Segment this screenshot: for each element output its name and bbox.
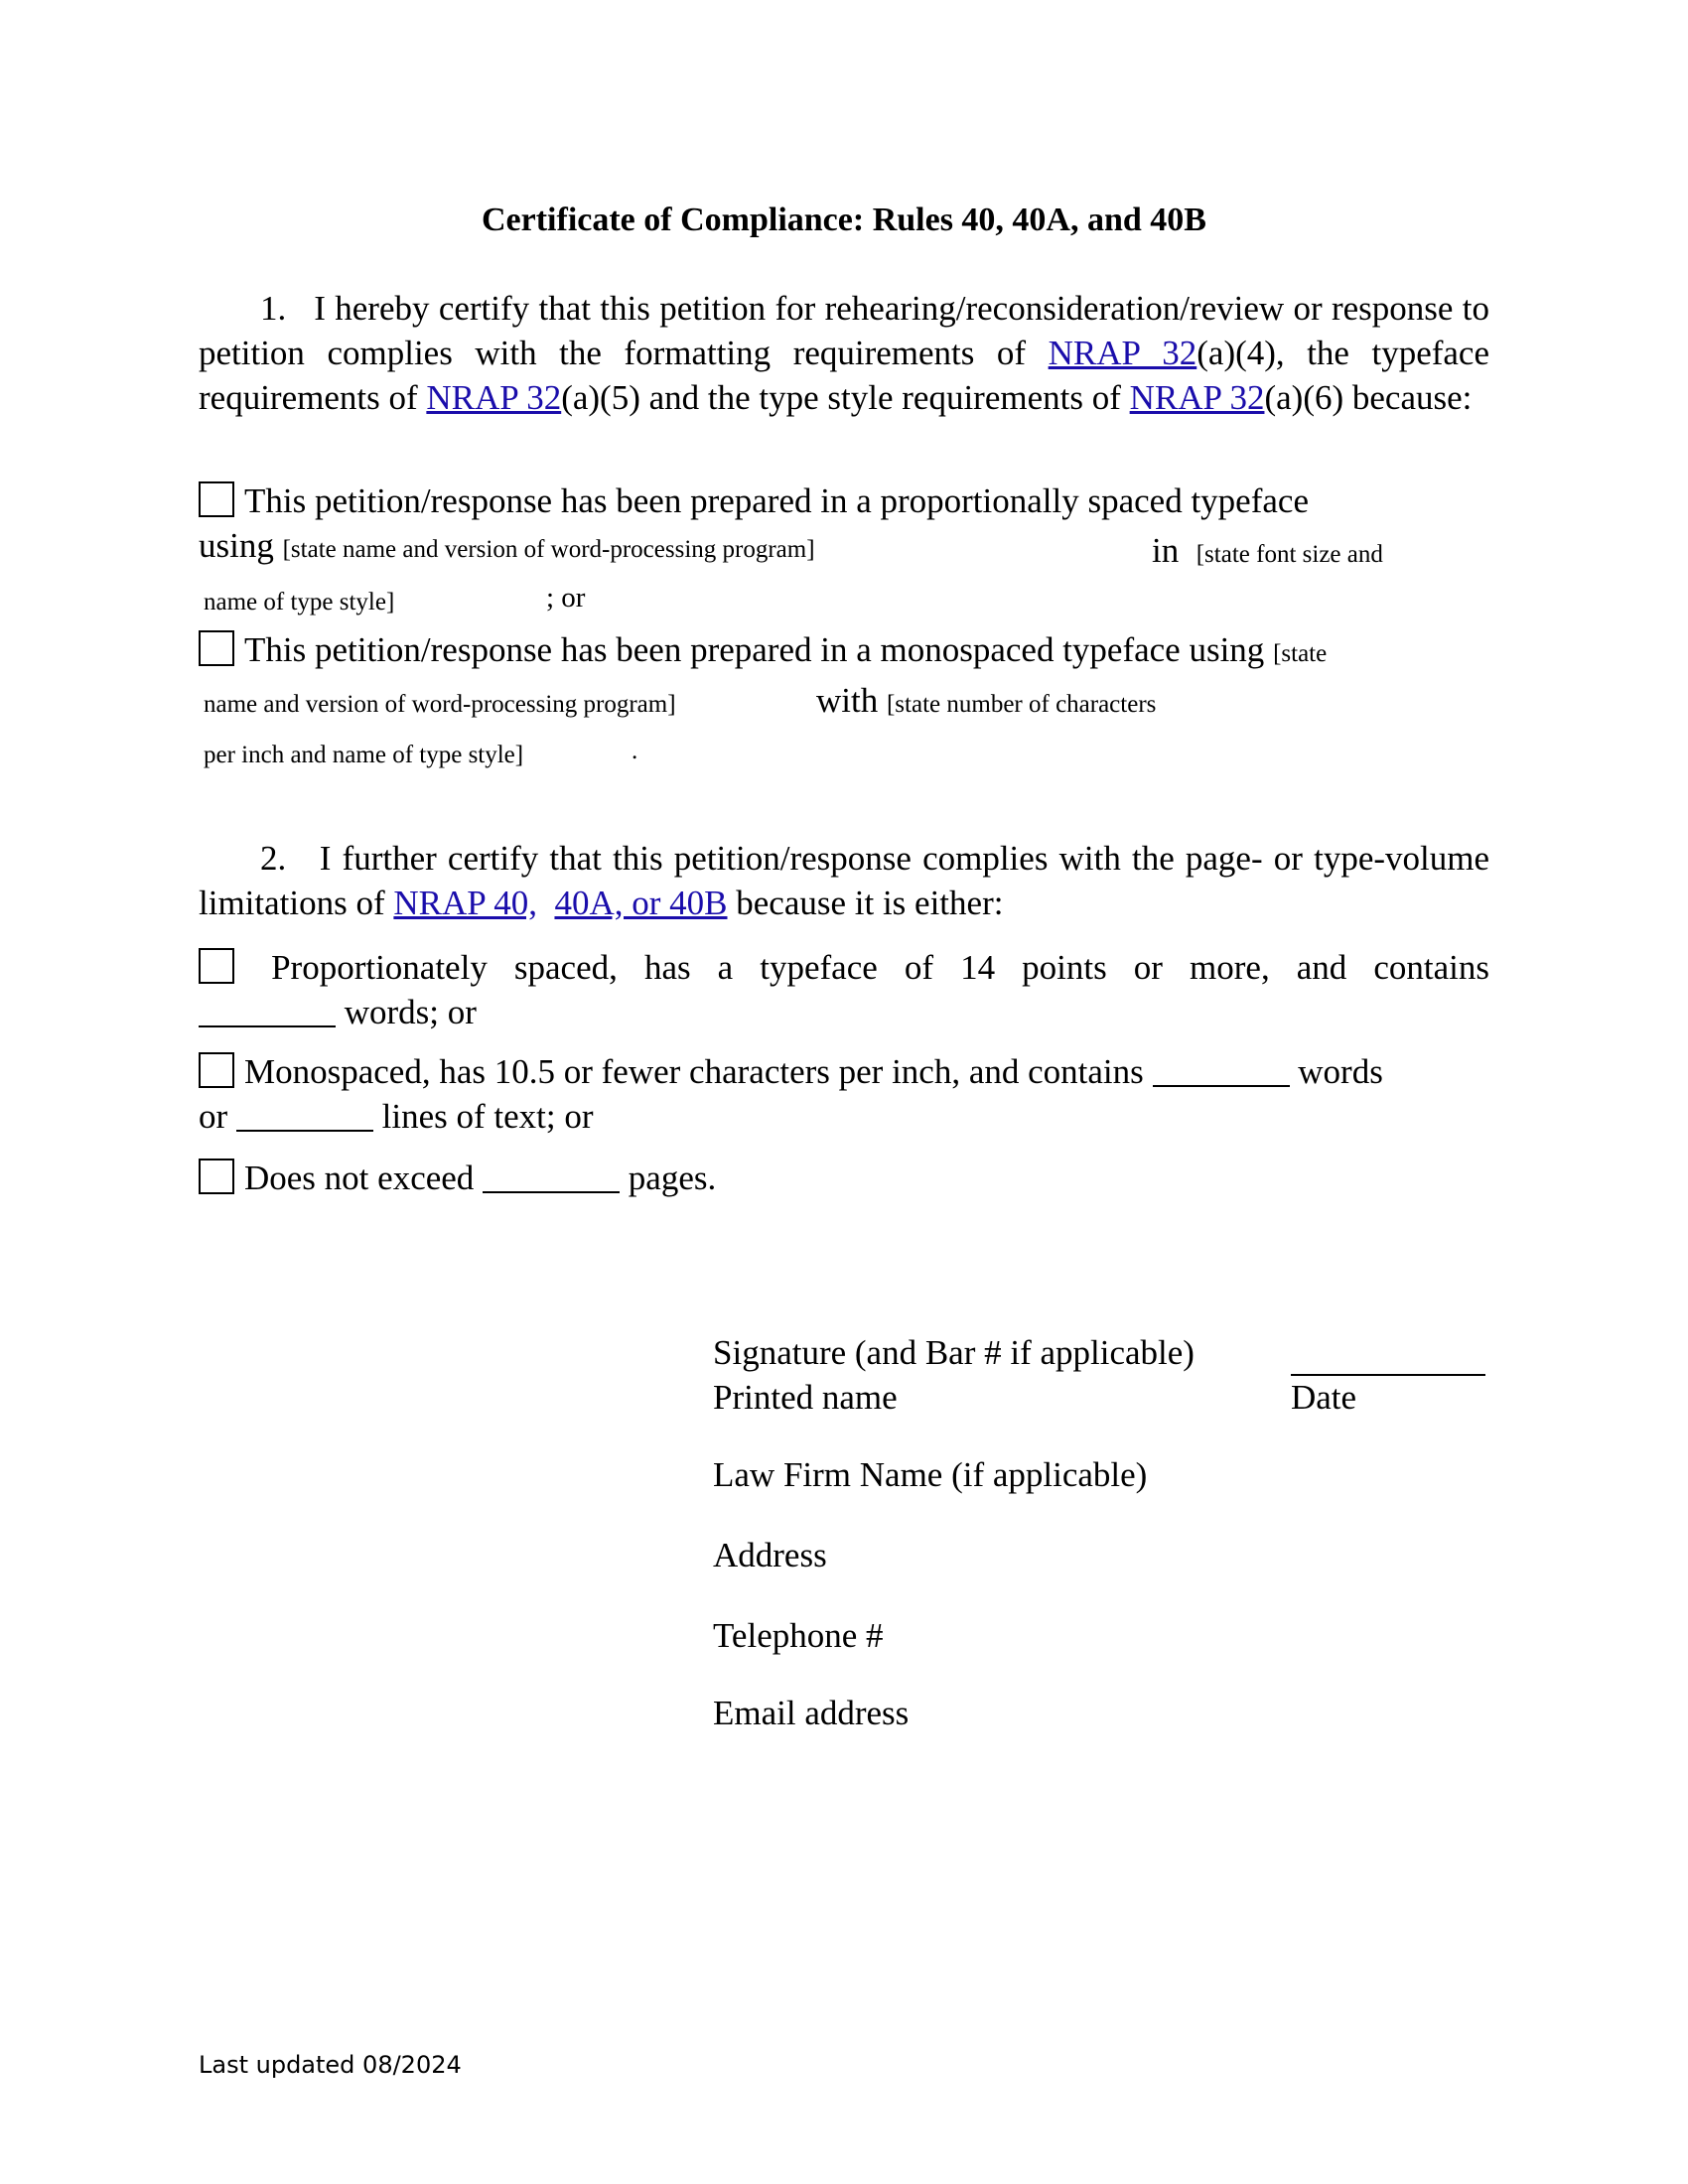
nrap-32-link-3[interactable]: NRAP 32 (1129, 378, 1265, 417)
printed-name-label: Printed name (713, 1378, 898, 1417)
mono-type-style-placeholder: per inch and name of type style] (204, 742, 524, 768)
word-count-option-line2 (199, 990, 1489, 1034)
section2-paragraph (199, 836, 1489, 925)
word-count-blank[interactable] (199, 996, 336, 1027)
monospaced-period: . (632, 738, 638, 764)
monospaced-limit-line2 (199, 1094, 1489, 1139)
word-count-option-text: Proportionately spaced, has a typeface of 14 points or more, and contains (271, 948, 1490, 987)
email-label: Email address (713, 1694, 910, 1732)
words-or-label: words; or (344, 993, 477, 1031)
proportionately-spaced-checkbox[interactable] (199, 948, 234, 984)
lines-of-text-blank[interactable] (236, 1100, 373, 1132)
mono-word-count-blank[interactable] (1153, 1055, 1290, 1087)
section2-text-1: I further certify that this petition/response complies with the page- or type-volume limitations of (199, 839, 1489, 922)
using-label: using (199, 526, 274, 565)
address-label: Address (713, 1536, 827, 1574)
proportional-in-line (1152, 528, 1383, 577)
mono-program-placeholder: name and version of word-processing program] (204, 691, 676, 718)
state-placeholder: [state (1273, 640, 1328, 667)
nrap-32-link-2[interactable]: NRAP 32 (426, 378, 562, 417)
page-count-blank[interactable] (483, 1161, 620, 1193)
with-label: with (816, 681, 879, 720)
proportional-option-line1 (199, 478, 1489, 523)
monospaced-limit-text: Monospaced, has 10.5 or fewer characters per inch, and contains (244, 1052, 1144, 1091)
section2-number: 2. (260, 839, 287, 878)
section2-text-2: because it is either: (736, 884, 1004, 922)
lines-of-text-label: lines of text; or (381, 1097, 594, 1136)
nrap-32-link-1[interactable]: NRAP 32 (1048, 334, 1197, 372)
nrap-40-link[interactable]: NRAP 40, (393, 884, 537, 922)
last-updated-footer: Last updated 08/2024 (199, 2051, 462, 2079)
monospaced-with-line (816, 678, 1156, 727)
monospaced-option-line1 (199, 627, 1489, 676)
section1-paragraph (199, 286, 1489, 420)
page-title: Certificate of Compliance: Rules 40, 40A, and 40B (482, 202, 1206, 238)
proportional-typeface-checkbox[interactable] (199, 481, 234, 517)
signature-label: Signature (and Bar # if applicable) (713, 1333, 1195, 1372)
section1-text-3: (a)(5) and the type style requirements of (561, 378, 1121, 417)
monospaced-limit-line1 (199, 1049, 1489, 1094)
page-limit-line (199, 1156, 1489, 1200)
section1-text-1: I hereby certify that this petition for rehearing/reconsideration/review or response to petition complies with the formatting requirements of (199, 289, 1490, 372)
type-style-placeholder: name of type style] (204, 589, 395, 615)
word-count-option-line1 (199, 945, 1489, 990)
pages-label: pages. (628, 1159, 717, 1197)
monospaced-limit-checkbox[interactable] (199, 1052, 234, 1088)
monospaced-option-text: This petition/response has been prepared in a monospaced typeface using (244, 630, 1265, 669)
program-placeholder: [state name and version of word-processing program] (282, 536, 815, 563)
or-label: or (199, 1097, 228, 1136)
proportional-or: ; or (546, 582, 586, 614)
monospaced-typeface-checkbox[interactable] (199, 630, 234, 666)
font-size-placeholder: [state font size and (1196, 541, 1383, 568)
date-label: Date (1291, 1378, 1357, 1417)
telephone-label: Telephone # (713, 1616, 884, 1655)
does-not-exceed-label: Does not exceed (244, 1159, 475, 1197)
chars-per-inch-placeholder: [state number of characters (886, 691, 1157, 718)
law-firm-label: Law Firm Name (if applicable) (713, 1455, 1148, 1494)
in-label: in (1152, 531, 1180, 570)
page-limit-checkbox[interactable] (199, 1159, 234, 1194)
section1-text-4: (a)(6) because: (1264, 378, 1473, 417)
words-label: words (1298, 1052, 1383, 1091)
proportional-option-text: This petition/response has been prepared in a proportionally spaced typeface (244, 481, 1309, 520)
section1-number: 1. (260, 289, 287, 328)
nrap-40a-40b-link[interactable]: 40A, or 40B (554, 884, 728, 922)
section1-text-2: (a)(4), the typeface requirements of (199, 334, 1490, 417)
